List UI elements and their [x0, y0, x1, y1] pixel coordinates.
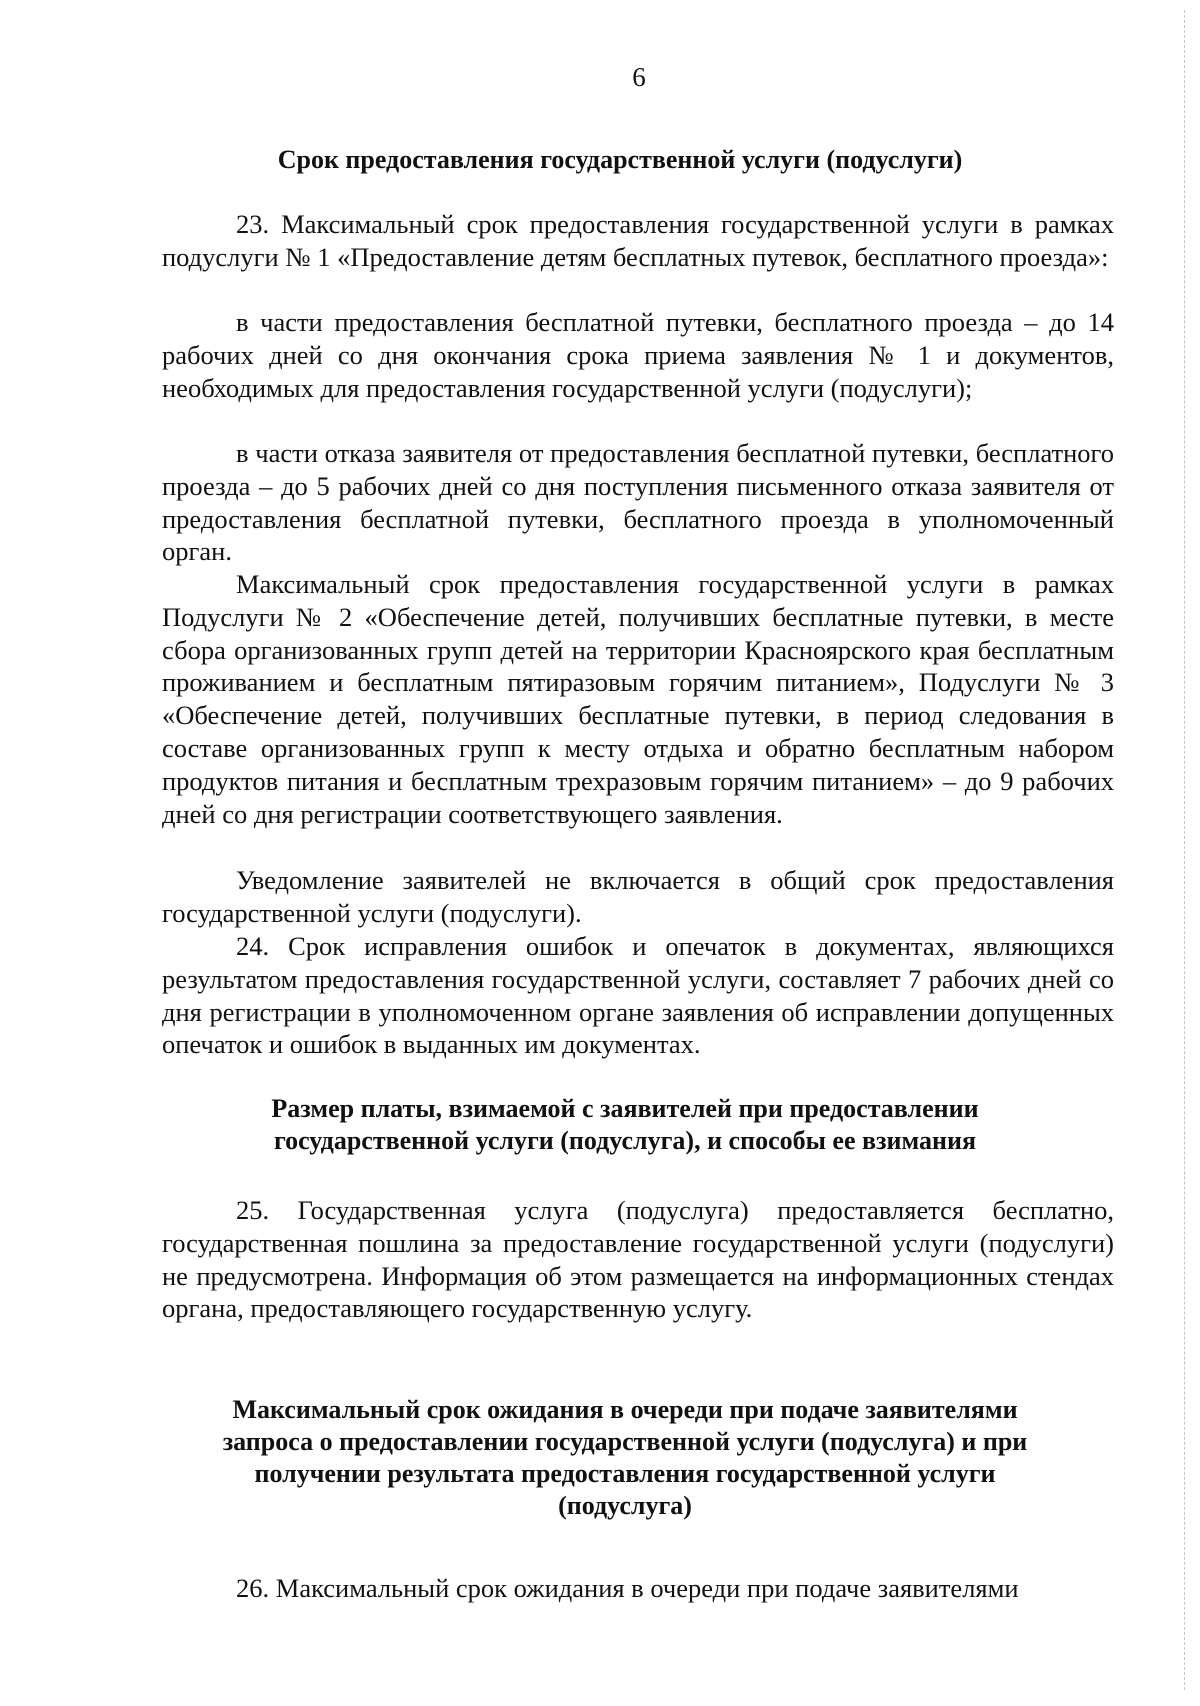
page-number: 6 — [632, 62, 646, 92]
section-heading-fee-line-1: Размер платы, взимаемой с заявителей при предоставлении — [271, 1094, 979, 1123]
paragraph-notification: Уведомление заявителей не включается в общий срок предоставления государственной услуги (подуслуги). — [162, 865, 1114, 928]
paragraph-26: 26. Максимальный срок ожидания в очереди при подаче заявителями — [236, 1573, 1019, 1603]
paragraph-23-subservices: Максимальный срок предоставления государственной услуги в рамках Подуслуги № 2 «Обеспечение детей, получивших бесплатные путевки, в месте сбора организованных групп детей на территории Красноярского края бесплатным проживанием и бесплатным пятиразовым горячим питанием», Подуслуги № 3 «Обеспечение детей, получивших бесплатные путевки, в период следования в составе организованных групп к месту отдыха и обратно бесплатным набором продуктов питания и бесплатным трехразовым горячим питанием» – до 9 рабочих дней со дня регистрации соответствующего заявления. — [162, 569, 1114, 829]
section-heading-term: Срок предоставления государственной услуги (подуслуги) — [277, 145, 963, 174]
paragraph-23-part-1: в части предоставления бесплатной путевки, бесплатного проезда – до 14 рабочих дней со дня окончания срока приема заявления № 1 и документов, необходимых для предоставления государственной услуги (подуслуги); — [162, 307, 1114, 403]
paragraph-23: 23. Максимальный срок предоставления государственной услуги в рамках подуслуги № 1 «Предоставление детям бесплатных путевок, бесплатного проезда»: — [162, 209, 1114, 272]
paragraph-25: 25. Государственная услуга (подуслуга) предоставляется бесплатно, государственная пошлина за предоставление государственной услуги (подуслуги) не предусмотрена. Информация об этом размещается на информационных стендах органа, предоставляющего государственную услугу. — [162, 1195, 1114, 1324]
paragraph-23-part-2: в части отказа заявителя от предоставления бесплатной путевки, бесплатного проезда – до 5 рабочих дней со дня поступления письменного отказа заявителя от предоставления бесплатной путевки, бесплатного проезда в уполномоченный орган. — [162, 438, 1114, 567]
section-heading-queue-line-4: (подуслуга) — [558, 1491, 692, 1520]
section-heading-queue-line-3: получении результата предоставления государственной услуги — [254, 1459, 996, 1488]
section-heading-queue-line-1: Максимальный срок ожидания в очереди при подаче заявителями — [232, 1395, 1018, 1424]
section-heading-queue-line-2: запроса о предоставлении государственной услуги (подуслуга) и при — [222, 1427, 1028, 1456]
section-heading-fee-line-2: государственной услуги (подуслуга), и способы ее взимания — [273, 1126, 977, 1155]
paragraph-24: 24. Срок исправления ошибок и опечаток в документах, являющихся результатом предоставления государственной услуги, составляет 7 рабочих дней со дня регистрации в уполномоченном органе заявления об исправлении допущенных опечаток и ошибок в выданных им документах. — [162, 931, 1114, 1060]
